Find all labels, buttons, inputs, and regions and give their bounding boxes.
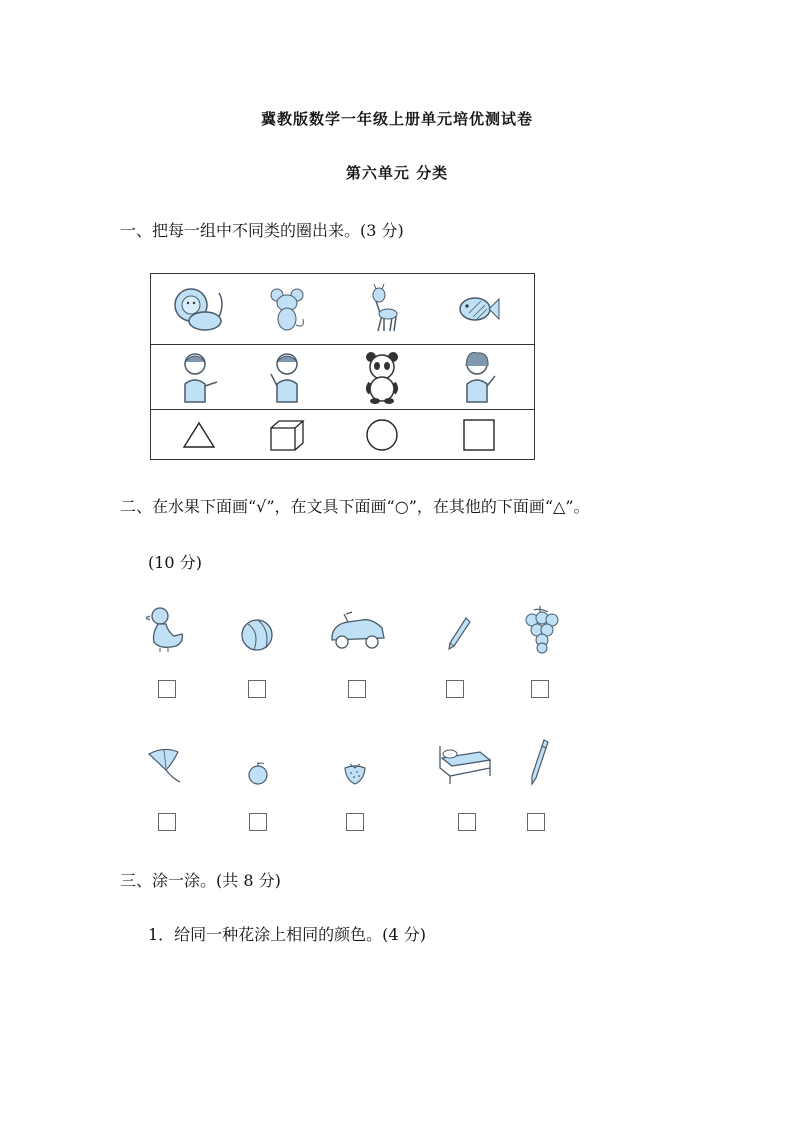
answer-box-pen[interactable]	[527, 813, 545, 831]
classification-grid	[150, 273, 535, 460]
strawberry-icon	[342, 760, 368, 786]
page-title: 冀教版数学一年级上册单元培优测试卷	[260, 110, 533, 128]
answer-box-ginkgo-leaf[interactable]	[158, 813, 176, 831]
bed-icon	[436, 740, 492, 786]
question-3-text: 三、涂一涂。(共 8 分)	[120, 871, 281, 890]
pencil-icon	[446, 616, 472, 652]
answer-box-grapes[interactable]	[531, 680, 549, 698]
unit-subtitle: 第六单元 分类	[345, 164, 449, 182]
boy-icon[interactable]	[239, 345, 334, 409]
panda-icon[interactable]	[334, 345, 429, 409]
question-2-text: 二、在水果下面画“√”，在文具下面画“○”，在其他的下面画“△”。	[120, 497, 590, 516]
answer-box-ball[interactable]	[248, 680, 266, 698]
ball-icon	[240, 618, 274, 652]
circle-icon[interactable]	[334, 410, 429, 459]
ginkgo-leaf-icon	[146, 746, 184, 786]
toy-car-icon	[328, 608, 386, 652]
pen-icon	[526, 738, 560, 786]
lion-icon[interactable]	[151, 274, 246, 344]
grid-row-people	[151, 345, 534, 410]
girl-icon[interactable]	[431, 345, 526, 409]
question-1-text: 一、把每一组中不同类的圈出来。(3 分)	[120, 221, 404, 240]
lychee-icon	[246, 760, 270, 786]
answer-box-bed[interactable]	[458, 813, 476, 831]
cube-icon[interactable]	[239, 410, 334, 459]
answer-box-toy-car[interactable]	[348, 680, 366, 698]
answer-box-strawberry[interactable]	[346, 813, 364, 831]
question-2-score: (10 分)	[148, 553, 202, 572]
answer-box-lychee[interactable]	[249, 813, 267, 831]
answer-box-pencil[interactable]	[446, 680, 464, 698]
grid-row-shapes	[151, 410, 534, 459]
mouse-icon[interactable]	[239, 274, 334, 344]
answer-box-duck[interactable]	[158, 680, 176, 698]
duck-icon	[146, 604, 186, 654]
question-3-1-text: 1．给同一种花涂上相同的颜色。(4 分)	[148, 925, 426, 944]
triangle-icon[interactable]	[151, 410, 246, 459]
grapes-icon	[520, 604, 562, 654]
square-icon[interactable]	[431, 410, 526, 459]
boy-icon[interactable]	[151, 345, 246, 409]
deer-icon[interactable]	[334, 274, 429, 344]
grid-row-animals	[151, 274, 534, 345]
fish-icon[interactable]	[431, 274, 526, 344]
